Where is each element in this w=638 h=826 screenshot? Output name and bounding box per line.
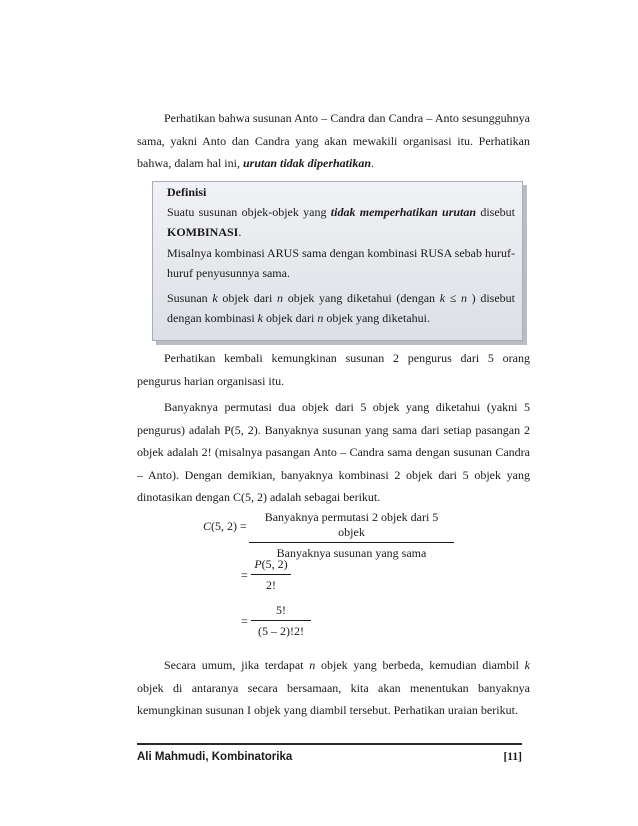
footer-divider <box>137 743 522 745</box>
paragraph-permutation: Banyaknya permutasi dua objek dari 5 objek yang diketahui (yakni 5 pengurus) adalah P(5, 2). Banyaknya susunan yang sama dari setiap pasangan 2 objek adalah 2! (misalnya pasangan Anto – Candra sama dengan susunan Candra – Anto). Dengan demikian, banyaknya kombinasi 2 objek dari 5 objek yang dinotasikan dengan C(5, 2) adalah sebagai berikut. <box>137 400 530 504</box>
definition-statement: Suatu susunan objek-objek yang tidak memperhatikan urutan disebut KOMBINASI. <box>167 205 515 240</box>
definition-content <box>167 182 515 328</box>
paragraph-general: Secara umum, jika terdapat n objek yang berbeda, kemudian diambil k objek di antaranya secara bersamaan, kita akan menentukan banyaknya kemungkinan susunan I objek yang diambil tersebut. Perhatikan uraian berikut. <box>137 658 530 717</box>
definition-notation: Susunan k objek dari n objek yang diketahui (dengan k ≤ n ) disebut dengan kombinasi k objek dari n objek yang diketahui. <box>167 291 515 326</box>
emphasis-urutan: urutan tidak diperhatikan <box>242 156 372 170</box>
fraction-permutation: P(5, 2) 2! <box>251 557 291 593</box>
formula-equals-1: = <box>241 568 248 582</box>
fraction-factorial: 5! (5 – 2)!2! <box>251 603 311 639</box>
paragraph-intro: Perhatikan bahwa susunan Anto – Candra dan Candra – Anto sesungguhnya sama, yakni Anto dan Candra yang akan mewakili organisasi itu. Perhatikan bahwa, dalam hal ini, urutan tidak diperhatikan. <box>137 111 530 170</box>
condition-k-le-n: k ≤ n <box>439 291 467 306</box>
term-kombinasi: KOMBINASI <box>167 225 239 240</box>
footer-author: Ali Mahmudi, Kombinatorika <box>137 751 293 763</box>
formula-lhs: C(5, 2) = <box>203 519 247 533</box>
fraction-verbal: Banyaknya permutasi 2 objek dari 5 objek Banyaknya susunan yang sama <box>249 510 454 561</box>
page-number: [11] <box>503 751 522 763</box>
formula-equals-2: = <box>241 614 248 628</box>
paragraph-recall: Perhatikan kembali kemungkinan susunan 2 pengurus dari 5 orang pengurus harian organisasi itu. <box>137 351 530 388</box>
definition-example: Misalnya kombinasi ARUS sama dengan kombinasi RUSA sebab huruf-huruf penyusunnya sama. <box>167 245 515 280</box>
definition-title: Definisi <box>167 185 207 199</box>
